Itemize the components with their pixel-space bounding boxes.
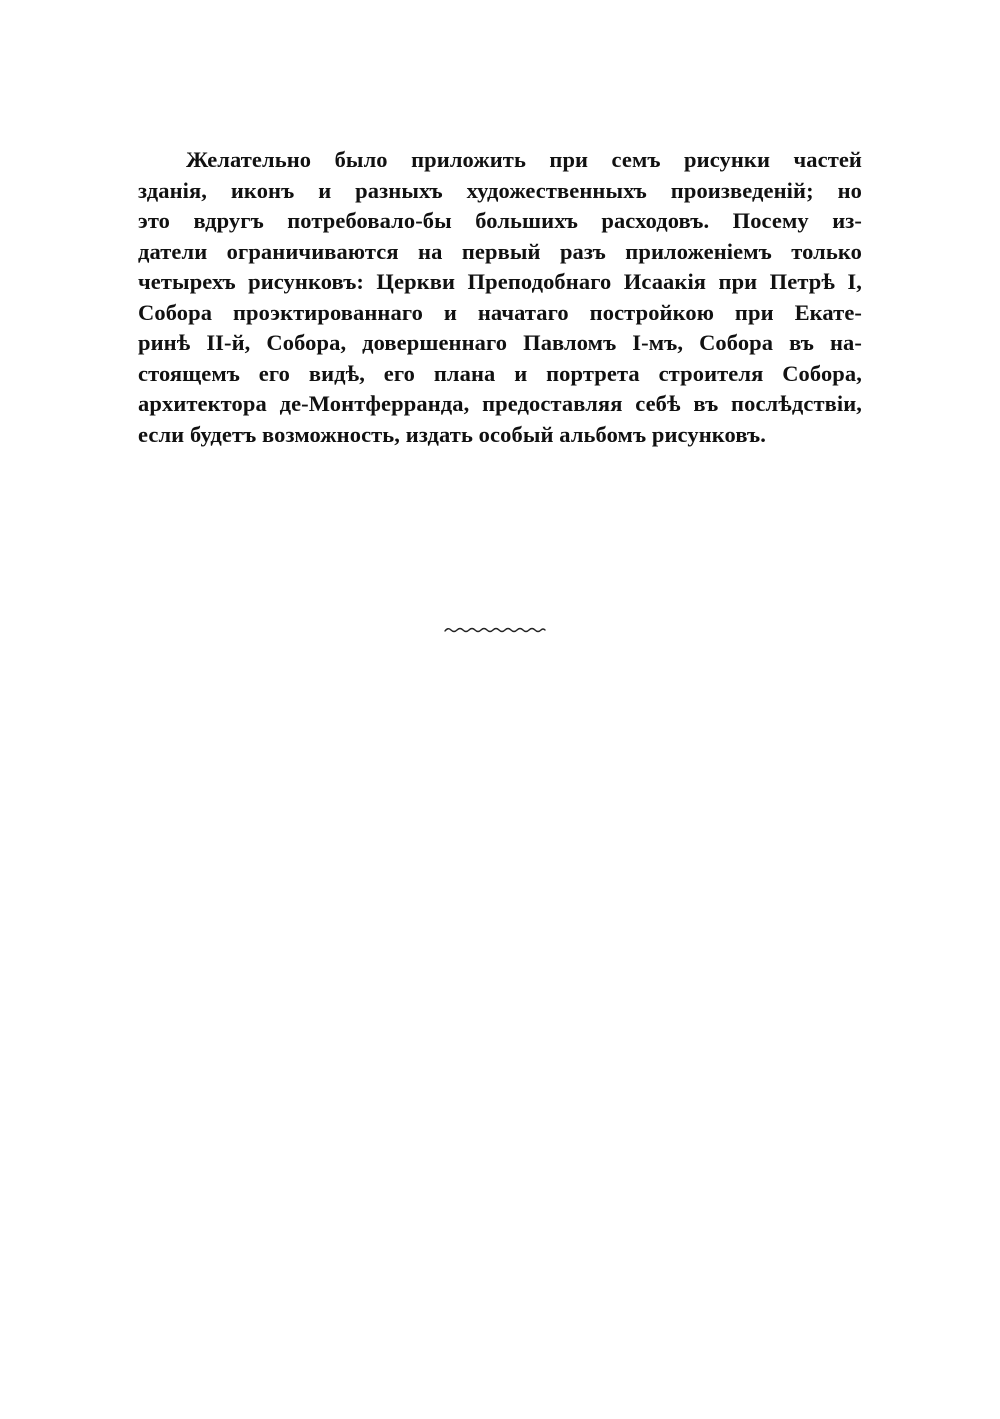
paragraph-line: если будетъ возможность, издать особый альбомъ рисунковъ. [138, 421, 766, 447]
paragraph-line: стоящемъ его видѣ, его плана и портрета строителя Собора, [138, 360, 862, 386]
paragraph-line: датели ограничиваются на первый разъ приложеніемъ только [138, 238, 862, 264]
paragraph-line: это вдругъ потребовало-бы большихъ расходовъ. Посему из- [138, 208, 862, 233]
paragraph [138, 145, 862, 450]
paragraph-line: архитектора де-Монтферранда, предоставляя себѣ въ послѣдствіи, [138, 391, 862, 416]
wavy-rule-ornament-icon [443, 622, 547, 636]
paragraph-line: зданія, иконъ и разныхъ художественныхъ произведеній; но [138, 177, 862, 203]
paragraph-line: Собора проэктированнаго и начатаго постройкою при Екате- [138, 299, 862, 325]
paragraph-line: ринѣ II-й, Собора, довершеннаго Павломъ I-мъ, Собора въ на- [138, 330, 862, 355]
paragraph-line: Желательно было приложить при семъ рисунки частей [186, 147, 862, 172]
paragraph-line: четырехъ рисунковъ: Церкви Преподобнаго Исаакія при Петрѣ I, [138, 269, 862, 294]
